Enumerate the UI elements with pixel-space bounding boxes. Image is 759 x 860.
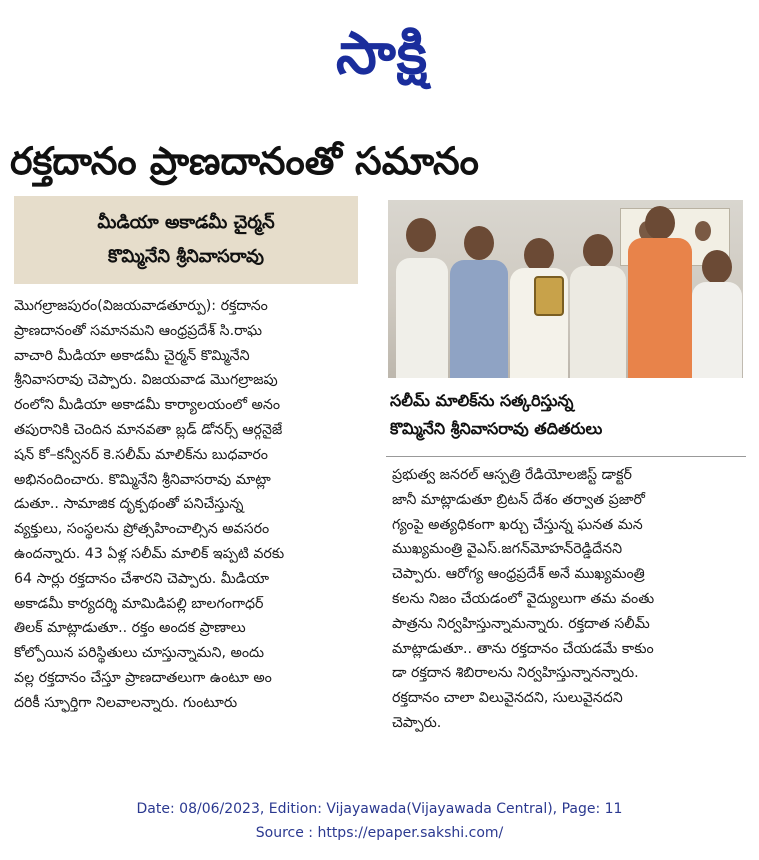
- article-line: ప్రభుత్వ జనరల్ ఆస్పత్రి రేడియోలజిస్ట్ డాక్టర్: [392, 467, 632, 483]
- article-line: వ్యక్తులు, సంస్థలను ప్రోత్సహించాల్సిన అవసరం: [14, 521, 270, 538]
- caption-line-2: కొమ్మినేని శ్రీనివాసరావు తదితరులు: [390, 419, 603, 438]
- article-line: చెప్పారు.: [392, 714, 442, 731]
- caption-line-1: సలీమ్ మాలిక్‌ను సత్కరిస్తున్న: [390, 391, 574, 410]
- edition-line: Date: 08/06/2023, Edition: Vijayawada(Vijayawada Central), Page: 11: [136, 801, 623, 817]
- article-line: మాట్లాడుతూ.. తాను రక్తదానం చేయడమే కాకుం: [392, 640, 654, 657]
- logo-text: సాక్షి: [335, 19, 429, 87]
- source-line: Source : https://epaper.sakshi.com/: [255, 825, 504, 841]
- article-line: చెప్పారు. ఆరోగ్య ఆంధ్రప్రదేశ్ అనే ముఖ్యమంత్రి: [392, 566, 645, 583]
- masthead-logo: [282, 14, 482, 92]
- source-footer: [0, 797, 759, 845]
- headline: రక్తదానం ప్రాణదానంతో సమానం: [10, 139, 479, 183]
- article-line: 64 సార్లు రక్తదానం చేశారని చెప్పారు. మీడియా: [14, 570, 270, 587]
- article-line: వల్ల రక్తదానం చేస్తూ ప్రాణదాతలుగా ఉంటూ అం: [14, 669, 272, 686]
- article-line: రక్తదానం చాలా విలువైనదని, సులువైనదని: [392, 690, 623, 707]
- article-line: కలను నిజం చేయడంలో వైద్యులుగా తమ వంతు: [392, 590, 655, 607]
- article-column-right: [392, 463, 742, 736]
- article-line: జానీ మాట్లాడుతూ బ్రిటన్ దేశం తర్వాత ప్రజారో: [392, 491, 645, 508]
- article-line: తపురానికి చెందిన మానవతా బ్లడ్ డోనర్స్ ఆర్గనైజే: [14, 421, 283, 438]
- article-line: దరికీ స్ఫూర్తిగా నిలవాలన్నారు. గుంటూరు: [14, 694, 238, 711]
- award-plaque: [534, 276, 564, 316]
- article-line: తిలక్ మాట్లాడుతూ.. రక్తం అందక ప్రాణాలు: [14, 620, 246, 637]
- article-line: ప్రాణదానంతో సమానమని ఆంధ్రప్రదేశ్ సి.రాఘ: [14, 322, 262, 339]
- article-line: శ్రీనివాసరావు చెప్పారు. విజయవాడ మొగల్రాజపు: [14, 372, 278, 389]
- article-line: ఉందన్నారు. 43 ఏళ్ల సలీమ్ మాలిక్ ఇప్పటి వరకు: [14, 545, 285, 562]
- news-photo: [388, 200, 743, 378]
- article-line: కోల్పోయిన పరిస్థితులు చూస్తున్నామని, అందు: [14, 645, 264, 662]
- photo-caption: [386, 387, 746, 457]
- article-line: రంలోని మీడియా అకాడమీ కార్యాలయంలో అనం: [14, 397, 281, 414]
- article-line: వాచారి మీడియా అకాడమీ చైర్మన్ కొమ్మినేని: [14, 347, 250, 364]
- article-line: అకాడమీ కార్యదర్శి మామిడిపల్లి బాలగంగాధర్: [14, 595, 264, 612]
- article-line: ముఖ్యమంత్రి వైఎస్.జగన్‌మోహన్‌రెడ్డిదేనని: [392, 541, 623, 558]
- article-line: డుతూ.. సామాజిక దృక్పథంతో పనిచేస్తున్న: [14, 496, 244, 513]
- subheadline-box: [14, 196, 358, 284]
- article-line: అభినందించారు. కొమ్మినేని శ్రీనివాసరావు మాట్లా: [14, 471, 271, 488]
- article-line: మొగల్రాజపురం(విజయవాడతూర్పు): రక్తదానం: [14, 298, 268, 314]
- subheadline-line-2: కొమ్మినేని శ్రీనివాసరావు: [107, 246, 264, 267]
- subheadline-line-1: మీడియా అకాడమీ చైర్మన్: [97, 212, 275, 233]
- article-line: డా రక్తదాన శిబిరాలను నిర్వహిస్తున్నానన్నారు.: [392, 665, 639, 682]
- article-line: పాత్రను నిర్వహిస్తున్నామన్నారు. రక్తదాత సలీమ్: [392, 615, 650, 632]
- article-line: గ్యంపై అత్యధికంగా ఖర్చు చేస్తున్న ఘనత మన: [392, 516, 643, 533]
- article-line: షన్ కో–కన్వీనర్ కె.సలీమ్ మాలిక్‌ను బుధవారం: [14, 446, 268, 463]
- article-column-left: [14, 294, 370, 716]
